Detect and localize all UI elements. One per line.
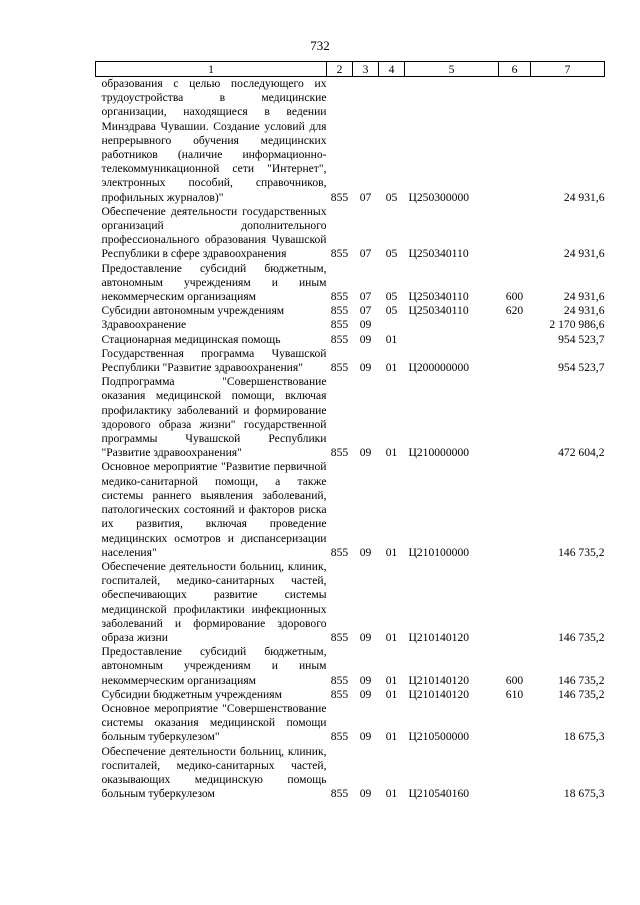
- row-ministry-code: 855: [330, 673, 349, 687]
- row-expense-type-code: [499, 745, 531, 802]
- table-row: [96, 560, 605, 645]
- row-expense-type-code: [499, 560, 531, 645]
- row-name: Здравоохранение: [101, 318, 187, 332]
- row-expense-type-code: 600: [505, 673, 524, 687]
- table-row: [96, 702, 605, 745]
- table-body: [96, 77, 605, 802]
- column-header: 5: [405, 62, 499, 77]
- row-expense-type-code: [499, 460, 531, 559]
- row-target-article-code: Ц250340110: [408, 304, 469, 318]
- row-subsection-code: 05: [385, 290, 398, 304]
- row-ministry-code: 855: [330, 545, 349, 559]
- table-row: [96, 77, 605, 205]
- row-name: Предоставление субсидий бюджетным, автономным учреждениям и иным некоммерческим организациям: [101, 261, 327, 304]
- row-name: Обеспечение деятельности больниц, клиник, госпиталей, медико-санитарных частей, обеспечивающих развитие системы медицинской профилактики инфекционных заболеваний и формирование здорового образа жизни: [101, 559, 327, 644]
- row-ministry-code: 855: [330, 730, 349, 744]
- row-expense-type-code: [499, 205, 531, 262]
- row-amount: 146 735,2: [558, 687, 605, 701]
- row-target-article-code: Ц210140120: [408, 673, 470, 687]
- column-header: 3: [353, 62, 379, 77]
- row-amount: 146 735,2: [558, 545, 605, 559]
- row-target-article-code: Ц250300000: [408, 190, 470, 204]
- table-row: [96, 460, 605, 559]
- row-ministry-code: 855: [330, 332, 349, 346]
- row-target-article-code: Ц210140120: [408, 630, 470, 644]
- row-amount: 18 675,3: [563, 730, 605, 744]
- column-header: 4: [379, 62, 405, 77]
- row-subsection-code: 01: [385, 332, 398, 346]
- row-expense-type-code: [499, 333, 531, 347]
- row-expense-type-code: [499, 347, 531, 375]
- row-name: Обеспечение деятельности больниц, клиник, госпиталей, медико-санитарных частей, оказывающих медицинскую помощь больным туберкулезом: [101, 744, 327, 801]
- column-header: 6: [499, 62, 531, 77]
- column-header: 7: [531, 62, 605, 77]
- row-name: Субсидии бюджетным учреждениям: [101, 687, 282, 701]
- table-row: [96, 318, 605, 332]
- row-section-code: 09: [359, 730, 372, 744]
- row-ministry-code: 855: [330, 446, 349, 460]
- row-subsection-code: 01: [385, 545, 398, 559]
- row-subsection-code: 05: [385, 190, 398, 204]
- table-row: [96, 688, 605, 702]
- table-row: [96, 205, 605, 262]
- row-amount: 472 604,2: [558, 446, 605, 460]
- table-row: [96, 645, 605, 688]
- table-row: [96, 304, 605, 318]
- row-subsection-code: 01: [385, 446, 398, 460]
- row-target-article-code: Ц210140120: [408, 687, 470, 701]
- row-name: Стационарная медицинская помощь: [101, 332, 281, 346]
- row-expense-type-code: [499, 702, 531, 745]
- row-name: Подпрограмма "Совершенствование оказания медицинской помощи, включая профилактику заболеваний и формирование здорового образа жизни" государственной программы Чувашской Республики "Развитие здравоохранения": [101, 375, 327, 460]
- table-row: [96, 262, 605, 305]
- row-section-code: 09: [359, 673, 372, 687]
- row-ministry-code: 855: [330, 787, 349, 801]
- row-expense-type-code: [499, 318, 531, 332]
- row-section-code: 09: [359, 630, 372, 644]
- row-amount: 24 931,6: [563, 290, 605, 304]
- row-subsection-code: 01: [385, 361, 398, 375]
- row-target-article-code: [405, 333, 499, 347]
- row-amount: 18 675,3: [563, 787, 605, 801]
- row-expense-type-code: 620: [505, 304, 524, 318]
- row-amount: 954 523,7: [558, 332, 605, 346]
- row-target-article-code: Ц200000000: [408, 361, 470, 375]
- column-header: 1: [96, 62, 327, 77]
- row-ministry-code: 855: [330, 630, 349, 644]
- row-amount: 24 931,6: [563, 190, 605, 204]
- row-section-code: 09: [359, 545, 372, 559]
- row-expense-type-code: 610: [505, 687, 524, 701]
- row-target-article-code: Ц210540160: [408, 787, 470, 801]
- row-amount: 24 931,6: [563, 304, 605, 318]
- row-target-article-code: Ц250340110: [408, 247, 469, 261]
- row-subsection-code: 01: [385, 630, 398, 644]
- row-name: Основное мероприятие "Совершенствование системы оказания медицинской помощи больным туберкулезом": [101, 701, 327, 744]
- row-name: Основное мероприятие "Развитие первичной медико-санитарной помощи, а также системы раннего выявления заболеваний, патологических состояний и факторов риска их развития, включая проведение медицинских осмотров и диспансеризации населения": [101, 460, 327, 559]
- row-ministry-code: 855: [330, 687, 349, 701]
- table-row: [96, 347, 605, 375]
- row-ministry-code: 855: [330, 318, 349, 332]
- row-expense-type-code: [499, 375, 531, 460]
- row-ministry-code: 855: [330, 190, 349, 204]
- row-ministry-code: 855: [330, 290, 349, 304]
- row-name: образования с целью последующего их трудоустройства в медицинские организации, находящиеся в ведении Минздрава Чувашии. Создание условий для непрерывного обучения медицинских работников (наличие информационно-телекоммуникационной сети "Интернет", электронных пособий, справочников, профильных журналов)": [101, 77, 327, 204]
- row-target-article-code: Ц210500000: [408, 730, 470, 744]
- row-amount: 146 735,2: [558, 630, 605, 644]
- row-section-code: 09: [359, 687, 372, 701]
- row-section-code: 09: [359, 361, 372, 375]
- row-subsection-code: 05: [385, 304, 398, 318]
- row-target-article-code: [405, 318, 499, 332]
- page-number: 732: [310, 38, 330, 53]
- budget-table: [95, 61, 605, 801]
- row-section-code: 09: [359, 446, 372, 460]
- table-row: [96, 745, 605, 802]
- row-subsection-code: 01: [385, 787, 398, 801]
- row-expense-type-code: [499, 77, 531, 205]
- row-target-article-code: Ц250340110: [408, 290, 469, 304]
- row-section-code: 07: [359, 304, 372, 318]
- row-ministry-code: 855: [330, 304, 349, 318]
- row-target-article-code: Ц210100000: [408, 545, 470, 559]
- table-row: [96, 333, 605, 347]
- row-section-code: 09: [359, 787, 372, 801]
- row-subsection-code: 05: [385, 247, 398, 261]
- row-name: Предоставление субсидий бюджетным, автономным учреждениям и иным некоммерческим организациям: [101, 645, 327, 687]
- row-expense-type-code: 600: [505, 290, 524, 304]
- row-section-code: 07: [359, 190, 372, 204]
- row-name: Субсидии автономным учреждениям: [101, 304, 285, 318]
- row-subsection-code: 01: [385, 687, 398, 701]
- row-section-code: 09: [359, 318, 372, 332]
- row-subsection-code: 01: [385, 673, 398, 687]
- table-header: [96, 62, 605, 77]
- row-subsection-code: 01: [385, 730, 398, 744]
- row-name: Государственная программа Чувашской Республики "Развитие здравоохранения": [101, 346, 327, 375]
- row-subsection-code: [379, 318, 405, 332]
- row-amount: 146 735,2: [558, 673, 605, 687]
- row-amount: 2 170 986,6: [549, 318, 605, 332]
- table-row: [96, 375, 605, 460]
- row-target-article-code: Ц210000000: [408, 446, 470, 460]
- row-amount: 24 931,6: [563, 247, 605, 261]
- row-name: Обеспечение деятельности государственных организаций дополнительного профессионального образования Чувашской Республики в сфере здравоохранения: [101, 204, 327, 261]
- row-section-code: 09: [359, 332, 372, 346]
- row-section-code: 07: [359, 247, 372, 261]
- row-ministry-code: 855: [330, 361, 349, 375]
- row-ministry-code: 855: [330, 247, 349, 261]
- row-amount: 954 523,7: [558, 361, 605, 375]
- row-section-code: 07: [359, 290, 372, 304]
- column-header: 2: [327, 62, 353, 77]
